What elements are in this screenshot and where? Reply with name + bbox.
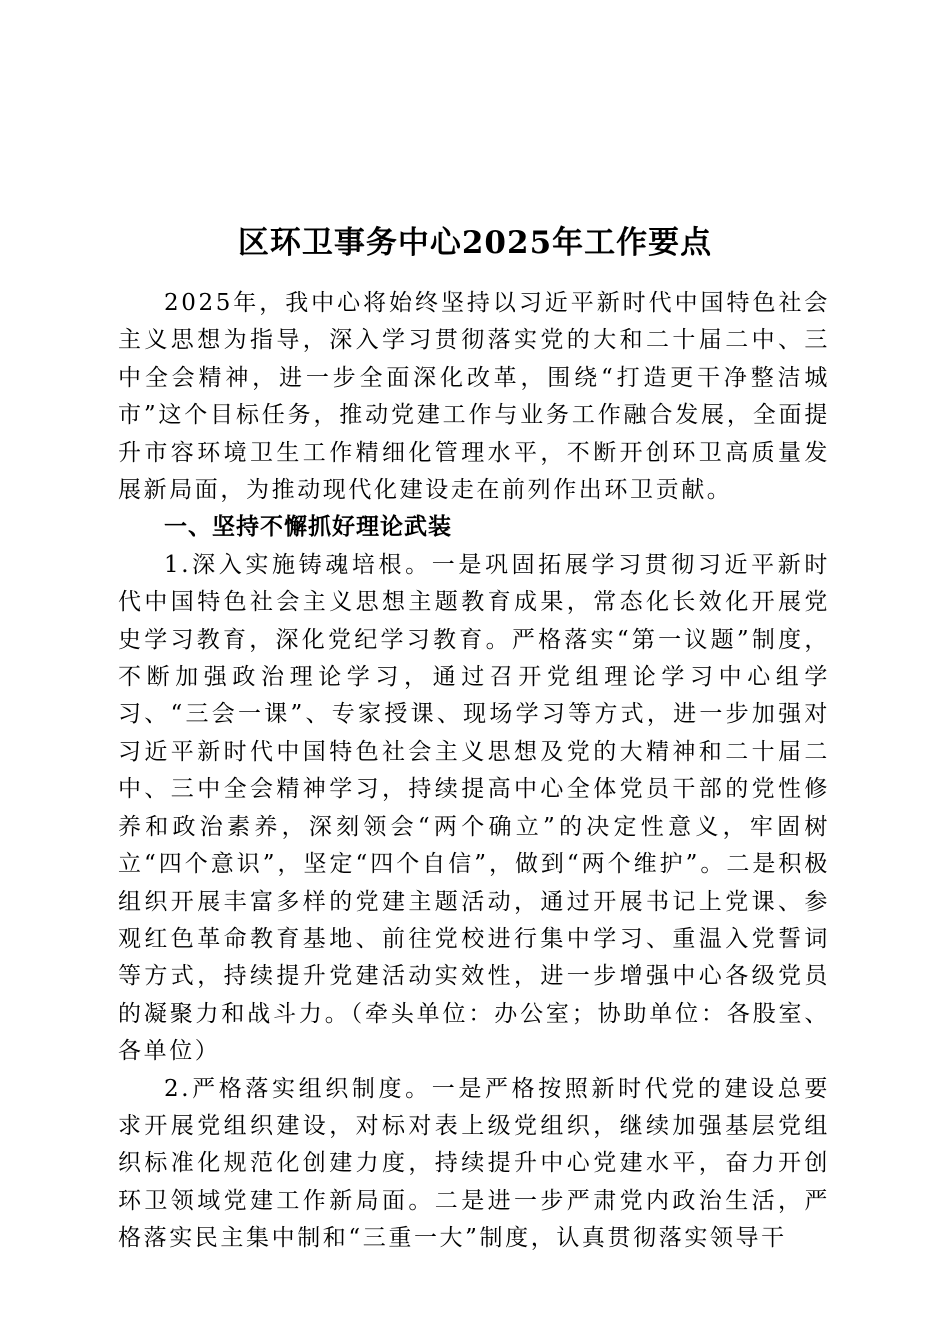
document-body — [118, 285, 830, 1258]
intro-paragraph: 2025年，我中心将始终坚持以习近平新时代中国特色社会主义思想为指导，深入学习贯彻落实党的大和二十届二中、三中全会精神，进一步全面深化改革，围绕“打造更干净整洁城市”这个目标任务，推动党建工作与业务工作融合发展，全面提升市容环境卫生工作精细化管理水平，不断开创环卫高质量发展新局面，为推动现代化建设走在前列作出环卫贡献。 — [118, 290, 830, 504]
item-paragraph-1: 1.深入实施铸魂培根。一是巩固拓展学习贯彻习近平新时代中国特色社会主义思想主题教育成果，常态化长效化开展党史学习教育，深化党纪学习教育。严格落实“第一议题”制度，不断加强政治理论学习，通过召开党组理论学习中心组学习、“三会一课”、专家授课、现场学习等方式，进一步加强对习近平新时代中国特色社会主义思想及党的大精神和二十届二中、三中全会精神学习，持续提高中心全体党员干部的党性修养和政治素养，深刻领会“两个确立”的决定性意义，牢固树立“四个意识”，坚定“四个自信”，做到“两个维护”。二是积极组织开展丰富多样的党建主题活动，通过开展书记上党课、参观红色革命教育基地、前往党校进行集中学习、重温入党誓词等方式，持续提升党建活动实效性，进一步增强中心各级党员的凝聚力和战斗力。（牵头单位：办公室；协助单位：各股室、各单位） — [118, 551, 830, 1065]
section-heading: 一、坚持不懈抓好理论武装 — [164, 514, 452, 541]
document-title: 区环卫事务中心2025年工作要点 — [237, 224, 713, 261]
item-paragraph-2: 2.严格落实组织制度。一是严格按照新时代党的建设总要求开展党组织建设，对标对表上级党组织，继续加强基层党组织标准化规范化创建力度，持续提升中心党建水平，奋力开创环卫领域党建工作新局面。二是进一步严肃党内政治生活，严格落实民主集中制和“三重一大”制度，认真贯彻落实领导干 — [118, 1075, 830, 1252]
